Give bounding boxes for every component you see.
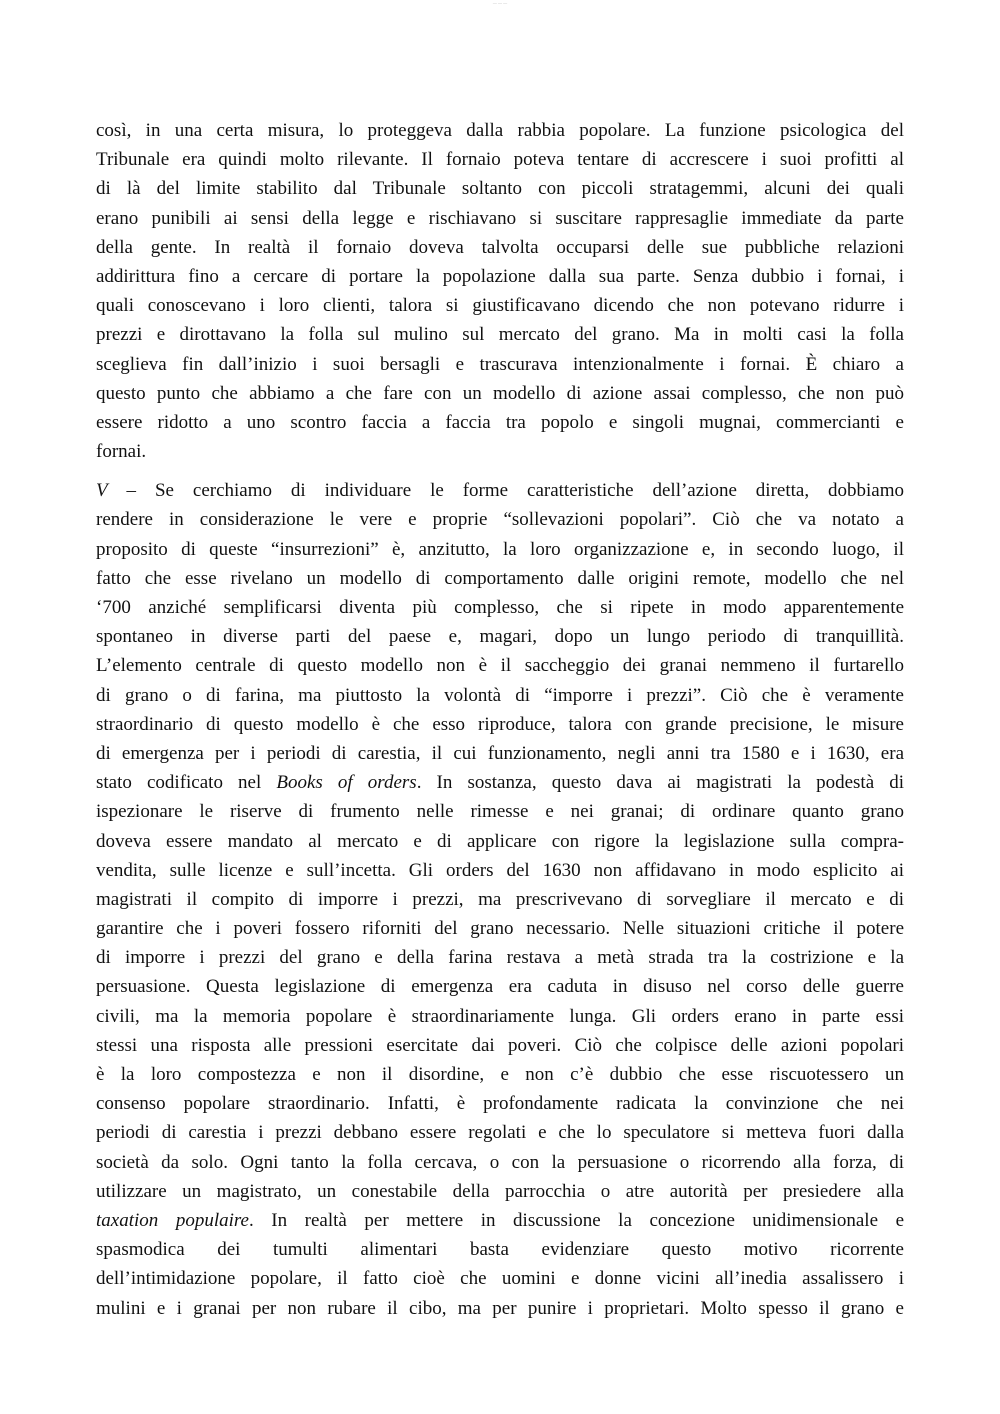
text-line — [96, 476, 904, 505]
text-line: ispezionare le riserve di frumento nelle rimesse e nei granai; di ordinare quanto grano — [96, 801, 904, 823]
text-line: sceglieva fin dall’inizio i suoi bersagli e trascurava intenzionalmente i fornai. È chiaro a — [96, 353, 904, 375]
text-line: civili, ma la memoria popolare è straordinariamente lunga. Gli orders erano in parte essi — [96, 1005, 904, 1027]
text-line — [96, 1206, 904, 1235]
text-line: vendita, sulle licenze e sull’incetta. Gli orders del 1630 non affidavano in modo esplicito ai — [96, 859, 904, 881]
text-line: quali conoscevano i loro clienti, talora si giustificavano dicendo che non potevano ridurre i — [96, 295, 904, 317]
text-line: consenso popolare straordinario. Infatti, è profondamente radicata la convinzione che nei — [96, 1093, 904, 1115]
text-line: L’elemento centrale di questo modello non è il saccheggio dei granai nemmeno il furtarello — [96, 655, 904, 677]
text-span: stato codificato nel — [96, 772, 277, 794]
text-span: – Se cerchiamo di individuare le forme caratteristiche dell’azione diretta, dobbiamo — [107, 480, 904, 502]
text-line: Tribunale era quindi molto rilevante. Il fornaio poteva tentare di accrescere i suoi profitti al — [96, 149, 904, 171]
text-line: di là del limite stabilito dal Tribunale soltanto con piccoli stratagemmi, alcuni dei quali — [96, 178, 904, 200]
text-line: mulini e i granai per non rubare il cibo, ma per punire i proprietari. Molto spesso il grano e — [96, 1297, 904, 1319]
text-line: essere ridotto a uno scontro faccia a faccia tra popolo e singoli mugnai, commercianti e — [96, 411, 904, 433]
text-line: utilizzare un magistrato, un conestabile della parrocchia o atre autorità per presiedere alla — [96, 1180, 904, 1202]
text-line: di imporre i prezzi del grano e della farina restava a metà strada tra la costrizione e la — [96, 947, 904, 969]
text-line: addirittura fino a cercare di portare la popolazione dalla sua parte. Senza dubbio i fornai, i — [96, 265, 904, 287]
text-line: magistrati il compito di imporre i prezzi, ma prescrivevano di sorvegliare il mercato e di — [96, 888, 904, 910]
text-line: spontaneo in diverse parti del paese e, magari, dopo un lungo periodo di tranquillità. — [96, 626, 904, 648]
text-line: spasmodica dei tumulti alimentari basta evidenziare questo motivo ricorrente — [96, 1239, 904, 1261]
text-line: fatto che esse rivelano un modello di comportamento dalle origini remote, modello che nel — [96, 567, 904, 589]
text-line: società da solo. Ogni tanto la folla cercava, o con la persuasione o ricorrendo alla forza, di — [96, 1151, 904, 1173]
italic-term: taxation populaire — [96, 1209, 249, 1231]
text-line: straordinario di questo modello è che esso riproduce, talora con grande precisione, le misure — [96, 713, 904, 735]
text-line — [96, 768, 904, 797]
italic-title: Books of orders — [276, 772, 417, 794]
text-line: erano punibili ai sensi della legge e rischiavano si suscitare rappresaglie immediate da parte — [96, 207, 904, 229]
text-line: prezzi e dirottavano la folla sul mulino sul mercato del grano. Ma in molti casi la folla — [96, 324, 904, 346]
text-line: di emergenza per i periodi di carestia, il cui funzionamento, negli anni tra 1580 e i 1630, era — [96, 742, 904, 764]
body-text — [96, 116, 904, 1323]
text-line: stessi una risposta alle pressioni esercitate dai poveri. Ciò che colpisce delle azioni popolari — [96, 1034, 904, 1056]
text-span: . In sostanza, questo dava ai magistrati la podestà di — [416, 772, 905, 794]
text-span: . In realtà per mettere in discussione la concezione unidimensionale e — [249, 1209, 905, 1231]
text-line: proposito di queste “insurrezioni” è, anzitutto, la loro organizzazione e, in secondo luogo, il — [96, 538, 904, 560]
text-line: è la loro compostezza e non il disordine, e non c’è dubbio che esse riscuotessero un — [96, 1064, 904, 1085]
paragraph-1 — [96, 116, 904, 466]
text-line: periodi di carestia i prezzi debbano essere regolati e che lo speculatore si metteva fuori dalla — [96, 1122, 904, 1144]
text-line: doveva essere mandato al mercato e di applicare con rigore la legislazione sulla compra- — [96, 830, 904, 852]
text-line: persuasione. Questa legislazione di emergenza era caduta in disuso nel corso delle guerre — [96, 976, 904, 998]
text-line: così, in una certa misura, lo proteggeva dalla rabbia popolare. La funzione psicologica del — [96, 120, 904, 141]
text-line: di grano o di farina, ma piuttosto la volontà di “imporre i prezzi”. Ciò che è veramente — [96, 684, 904, 706]
text-line: questo punto che abbiamo a che fare con un modello di azione assai complesso, che non può — [96, 382, 904, 404]
section-marker: V — [96, 480, 108, 502]
text-line: dell’intimidazione popolare, il fatto cioè che uomini e donne vicini all’inedia assalissero i — [96, 1268, 904, 1290]
text-line: fornai. — [96, 441, 147, 463]
text-line: ‘700 anziché semplificarsi diventa più complesso, che si ripete in modo apparentemente — [96, 597, 904, 618]
text-line: garantire che i poveri fossero riforniti del grano necessario. Nelle situazioni critiche il potere — [96, 918, 904, 940]
running-head: — — — — [492, 0, 508, 5]
paragraph-2 — [96, 476, 904, 1322]
text-line: della gente. In realtà il fornaio doveva talvolta occuparsi delle sue pubbliche relazioni — [96, 236, 904, 258]
text-line: rendere in considerazione le vere e proprie “sollevazioni popolari”. Ciò che va notato a — [96, 509, 904, 531]
